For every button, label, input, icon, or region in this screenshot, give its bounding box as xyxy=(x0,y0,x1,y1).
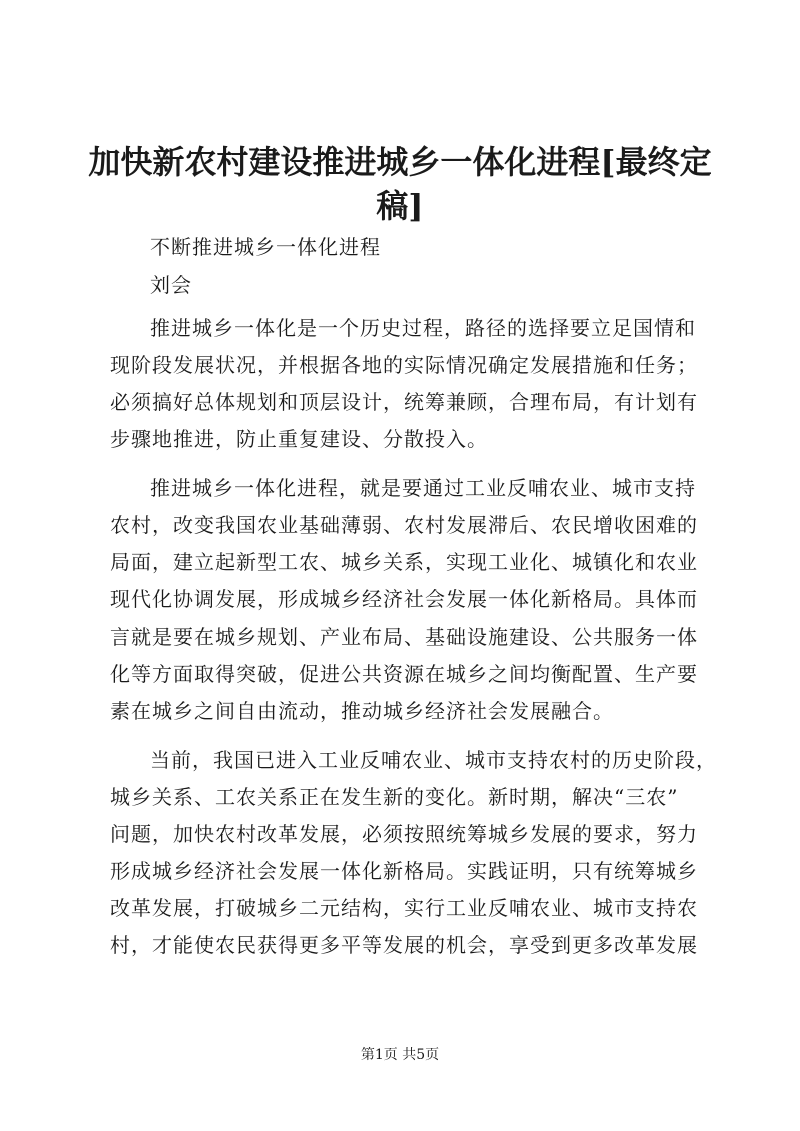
page-footer: 第1页 共5页 xyxy=(360,1047,440,1063)
paragraph-3-line: 形成城乡经济社会发展一体化新格局。实践证明，只有统筹城乡 xyxy=(110,859,698,883)
paragraph-2-line: 素在城乡之间自由流动，推动城乡经济社会发展融合。 xyxy=(110,699,614,723)
paragraph-3-line: 改革发展，打破城乡二元结构，实行工业反哺农业、城市支持农 xyxy=(110,896,698,920)
title-line-2: 稿] xyxy=(376,187,424,225)
paragraph-3-line: 城乡关系、工农关系正在发生新的变化。新时期，解决“三农” xyxy=(110,785,679,809)
paragraph-3-line: 村，才能使农民获得更多平等发展的机会，享受到更多改革发展 xyxy=(110,933,698,957)
paragraph-2-line: 言就是要在城乡规划、产业布局、基础设施建设、公共服务一体 xyxy=(110,625,698,649)
title-line-1: 加快新农村建设推进城乡一体化进程[最终定 xyxy=(88,143,712,181)
paragraph-2-line: 农村，改变我国农业基础薄弱、农村发展滞后、农民增收困难的 xyxy=(110,513,698,537)
paragraph-1-line: 必须搞好总体规划和顶层设计，统筹兼顾，合理布局，有计划有 xyxy=(110,390,698,414)
paragraph-1-line: 现阶段发展状况，并根据各地的实际情况确定发展措施和任务； xyxy=(110,353,698,377)
paragraph-1-line: 步骤地推进，防止重复建设、分散投入。 xyxy=(110,427,488,451)
paragraph-2-line: 化等方面取得突破，促进公共资源在城乡之间均衡配置、生产要 xyxy=(110,662,698,686)
paragraph-2-line: 推进城乡一体化进程，就是要通过工业反哺农业、城市支持 xyxy=(150,476,696,500)
paragraph-2-line: 现代化协调发展，形成城乡经济社会发展一体化新格局。具体而 xyxy=(110,587,698,611)
paragraph-3-line: 问题，加快农村改革发展，必须按照统筹城乡发展的要求，努力 xyxy=(110,822,698,846)
subtitle: 不断推进城乡一体化进程 xyxy=(150,235,381,259)
author: 刘会 xyxy=(150,273,192,297)
paragraph-3-line: 当前，我国已进入工业反哺农业、城市支持农村的历史阶段， xyxy=(150,748,717,772)
paragraph-2-line: 局面，建立起新型工农、城乡关系，实现工业化、城镇化和农业 xyxy=(110,550,698,574)
paragraph-1-line: 推进城乡一体化是一个历史过程，路径的选择要立足国情和 xyxy=(150,316,696,340)
document-title xyxy=(80,140,720,228)
